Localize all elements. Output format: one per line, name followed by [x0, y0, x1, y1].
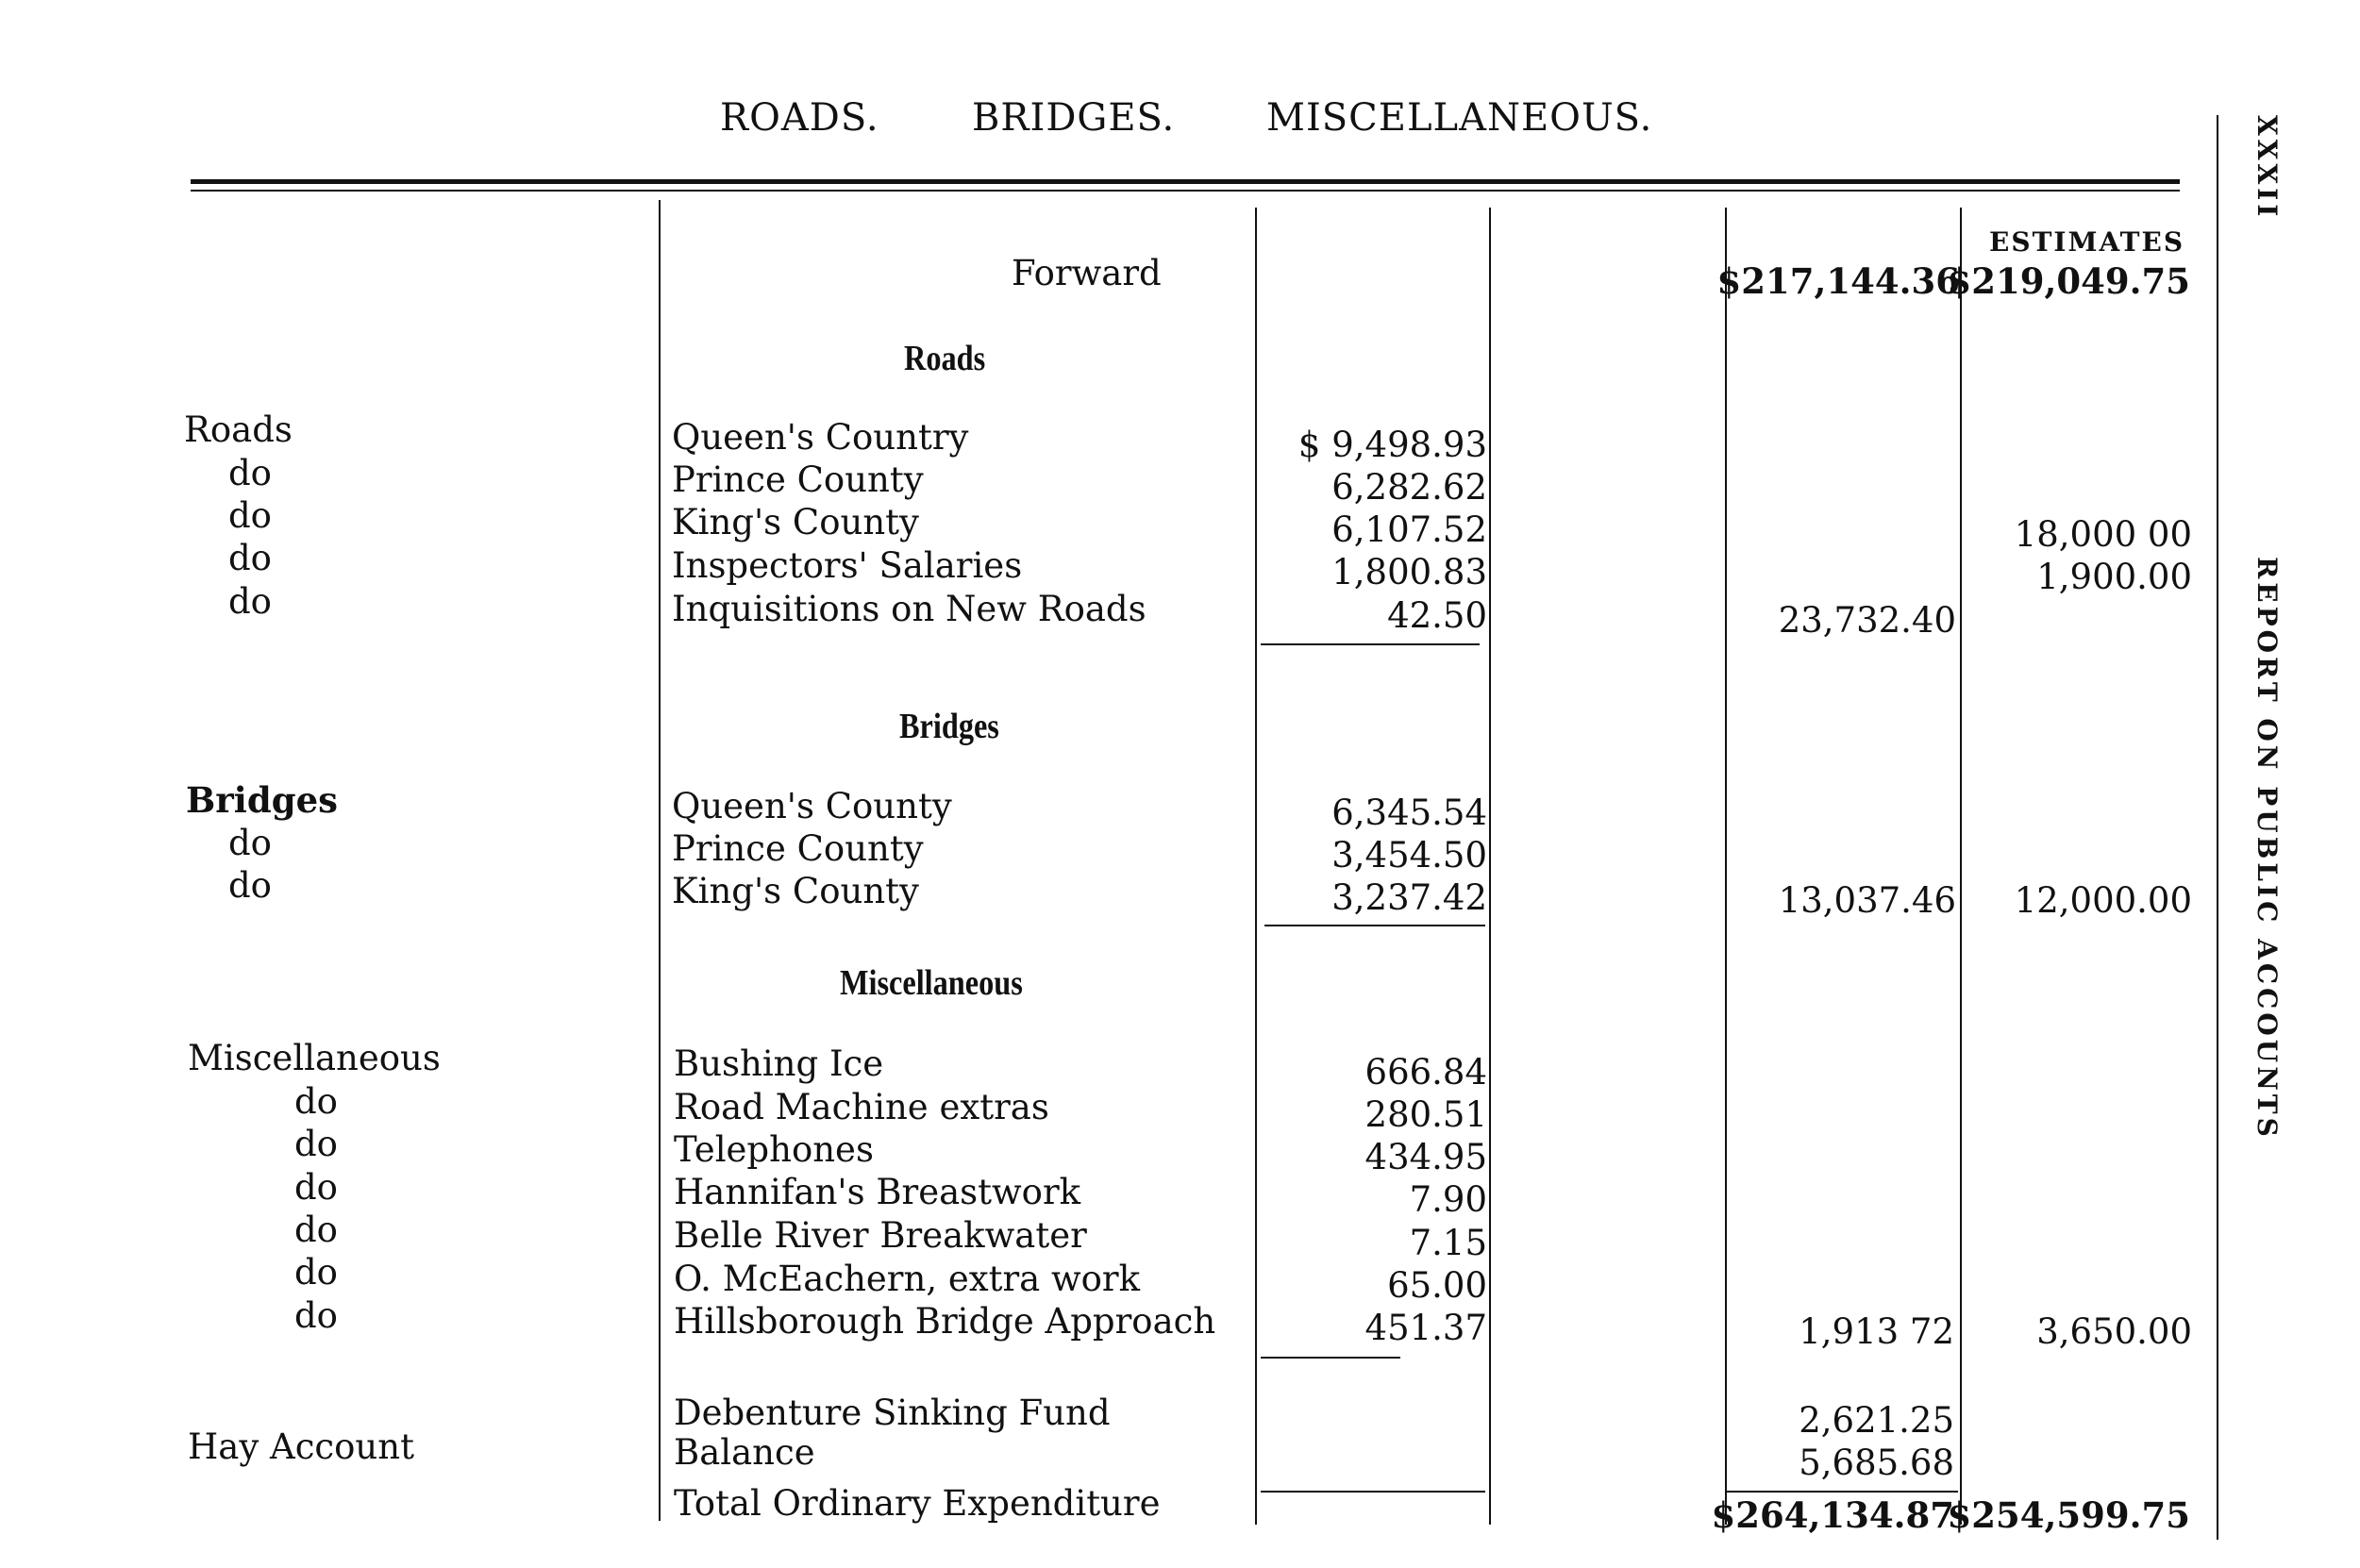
category-roads: Roads — [184, 409, 293, 450]
line-item-amount: 280.51 — [1364, 1094, 1487, 1135]
line-item-amount: 434.95 — [1364, 1137, 1487, 1177]
subtotal-rule — [1261, 1357, 1400, 1359]
line-item-label: Prince County — [672, 828, 924, 869]
line-item-label: Queen's County — [672, 786, 952, 826]
ditto: do — [294, 1081, 338, 1122]
line-item-amount: 7.90 — [1409, 1179, 1487, 1220]
forward-label: Forward — [1012, 253, 1162, 293]
line-item-label: Hillsborough Bridge Approach — [674, 1301, 1216, 1342]
grand-total: $264,134.87 — [1711, 1494, 1954, 1536]
category-hay-account: Hay Account — [188, 1426, 414, 1467]
line-item-label: Inquisitions on New Roads — [672, 589, 1147, 629]
line-item-label: Prince County — [672, 459, 924, 500]
column-rule — [1255, 208, 1257, 1525]
miscellaneous-estimate: 3,650.00 — [2036, 1311, 2192, 1352]
line-item-amount: 6,107.52 — [1331, 509, 1487, 550]
estimates-label: ESTIMATES — [1989, 226, 2185, 258]
total-rule — [1261, 1491, 1485, 1493]
line-item-label: King's County — [672, 871, 919, 911]
debenture-label: Debenture Sinking Fund — [674, 1393, 1111, 1433]
line-item-estimate: 18,000 00 — [2014, 514, 2192, 555]
subtotal-rule — [1261, 643, 1480, 645]
ditto: do — [294, 1167, 338, 1208]
line-item-label: Bushing Ice — [674, 1043, 884, 1084]
line-item-label: Inspectors' Salaries — [672, 545, 1023, 586]
ditto: do — [228, 865, 272, 906]
ditto: do — [294, 1252, 338, 1293]
ditto: do — [294, 1295, 338, 1336]
section-heading-miscellaneous: Miscellaneous — [840, 963, 1023, 1003]
header-roads: ROADS. — [720, 96, 879, 140]
ditto: do — [228, 823, 272, 863]
line-item-label: King's County — [672, 502, 919, 542]
line-item-amount: 1,800.83 — [1331, 552, 1487, 592]
grand-total-estimate: $254,599.75 — [1947, 1494, 2190, 1536]
balance-label: Balance — [674, 1432, 815, 1473]
category-miscellaneous: Miscellaneous — [188, 1038, 441, 1078]
total-rule — [1727, 1491, 1958, 1493]
line-item-amount: 6,345.54 — [1331, 792, 1487, 833]
line-item-label: Queen's Country — [672, 417, 969, 458]
miscellaneous-total: 1,913 72 — [1799, 1311, 1954, 1352]
line-item-amount: 3,237.42 — [1331, 877, 1487, 918]
top-rule-thin — [191, 190, 2180, 192]
section-heading-roads: Roads — [904, 339, 986, 378]
line-item-label: O. McEachern, extra work — [674, 1259, 1141, 1299]
column-rule — [1960, 208, 1962, 1525]
debenture-total: 2,621.25 — [1799, 1400, 1954, 1441]
column-rule — [1725, 208, 1727, 1525]
ditto: do — [294, 1124, 338, 1164]
column-rule — [659, 200, 661, 1521]
header-miscellaneous: MISCELLANEOUS. — [1266, 96, 1653, 140]
line-item-amount: 42.50 — [1387, 595, 1487, 636]
line-item-amount: 6,282.62 — [1331, 467, 1487, 508]
line-item-amount: 451.37 — [1364, 1308, 1487, 1348]
line-item-amount: 666.84 — [1364, 1052, 1487, 1093]
category-bridges: Bridges — [186, 779, 338, 821]
bridges-total: 13,037.46 — [1778, 880, 1956, 921]
line-item-estimate: 1,900.00 — [2036, 557, 2192, 597]
balance-total: 5,685.68 — [1799, 1443, 1954, 1483]
column-rule — [2217, 115, 2218, 1540]
running-title: REPORT ON PUBLIC ACCOUNTS — [2251, 557, 2283, 1141]
line-item-amount: 65.00 — [1387, 1265, 1487, 1306]
subtotal-rule — [1264, 925, 1485, 926]
forward-total: $217,144.36 — [1716, 260, 1960, 302]
top-rule-thick — [191, 179, 2180, 184]
bridges-estimate: 12,000.00 — [2014, 880, 2192, 921]
ditto: do — [228, 581, 272, 622]
ditto: do — [294, 1209, 338, 1250]
roads-total: 23,732.40 — [1778, 600, 1956, 641]
line-item-amount: 7.15 — [1409, 1223, 1487, 1263]
line-item-label: Telephones — [674, 1129, 874, 1170]
forward-estimate: $219,049.75 — [1947, 260, 2190, 302]
grand-total-label: Total Ordinary Expenditure — [674, 1483, 1161, 1524]
page-number: XXXII — [2251, 115, 2283, 221]
line-item-label: Belle River Breakwater — [674, 1215, 1087, 1256]
line-item-label: Road Machine extras — [674, 1087, 1049, 1127]
ditto: do — [228, 495, 272, 536]
section-heading-bridges: Bridges — [899, 707, 999, 746]
ditto: do — [228, 538, 272, 578]
ditto: do — [228, 453, 272, 493]
column-rule — [1489, 208, 1491, 1525]
line-item-amount: $ 9,498.93 — [1297, 425, 1487, 465]
header-bridges: BRIDGES. — [972, 96, 1176, 140]
line-item-label: Hannifan's Breastwork — [674, 1172, 1081, 1212]
line-item-amount: 3,454.50 — [1331, 835, 1487, 876]
